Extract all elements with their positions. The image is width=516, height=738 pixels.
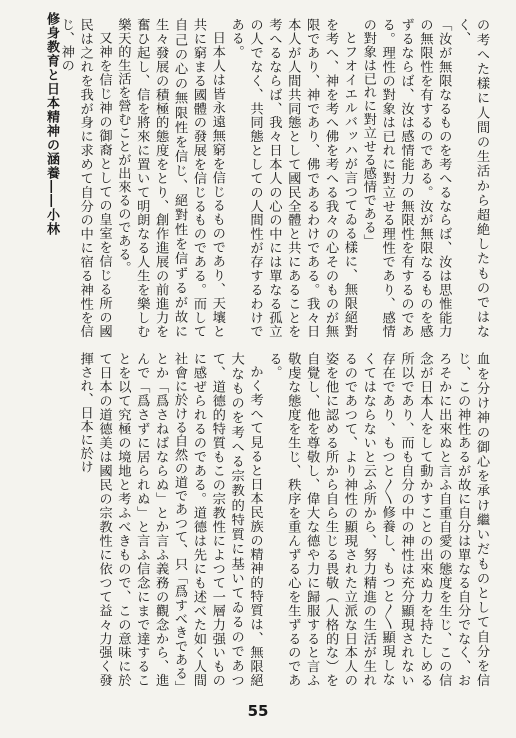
page-number: 55 <box>247 702 269 720</box>
lower-text-block <box>25 352 490 687</box>
paragraph: とフオイエルバッハが言つてゐる樣に、無限絕對を考へ、神を考へ佛を考へる我々の心そのものが無限であり、神であり、佛であるわけである。我々日本人が人間共同態として國民全體と共にあることを考へるならば、我々日本人の心の中には單なる孤立の人でなく、共同態としての人間性が存するわけである。 <box>228 18 357 338</box>
running-header: 修身教育と日本精神の涵養――小林 <box>44 12 59 236</box>
paragraph: 日本人は皆永遠無窮を信じるものであり、天壤と共に窮まる國體の發展を信じるものである。而して自己の心の無限性を信じ、絕對性を信ずるが故に生々發展の積極的態度をとり、創作進展の前進力を奮ひ起し、信を將來に置いて明朗なる人生を樂しむ樂天的生活を營むことが出來るのである。 <box>115 18 225 338</box>
paragraph: 又神を信じ神の御裔としての皇室を信じる所の國民は之れを我が身に求めて自分の中に宿る神性を信じ、神の <box>58 18 112 338</box>
paragraph-continuation: の考へた樣に人間の生活から超絶したものではなく、 <box>455 18 489 338</box>
paragraph-continuation: 血を分け神の御心を承け繼いだものとして自分を信じ、この神性あるが故に自分は單なる自分でなく、おろそかに出來ぬと言ふ自重自愛の態度を生じ、この信念が日本人をして動かすことの出來ぬ力を持たしめる所以であり、而も自分の中の神性は充分顯現されない存在であり、もつと〳〵修養し、もつと〳〵顯現しなくてはならないと云ふ所から、努力精進の生活が生れるのであつて、より神性の顯現された立派な日本人の姿を他に認める所から自ら生じる畏敬（人格的な）を自覺し、他を尊敬し、偉大な德や力に歸服すると言ふ敬虔な態度を生じ、秩序を重んずる心を生ずるのである。 <box>266 352 489 687</box>
paragraph: かく考へて見ると日本民族の精神的特質は、無限絕大なものを考へる宗教的特質に基いてゐるのであつて、道德的特質もこの宗教性によつて一層力强いものに感ぜられるのである。道德は先にも述べた如く人間社會に於ける自然の道であつて、只「爲すべきである」とか「爲さねばならぬ」とか言ふ義務の觀念から、進んで「爲さずに居られぬ」と言ふ信念にまで達することを以て究極の境地と考ふべきもので、この意味に於て日本の道德美は國民の宗教性に依つて益々力强く發揮され、日本に於け <box>77 352 263 687</box>
upper-text-block <box>58 18 490 338</box>
quotation-paragraph: 「汝が無限なるものを考へるならば、汝は思惟能力の無限性を有するのである。汝が無限なるものを感ずるならば、汝は感情能力の無限性を有するのである。理性の對象は已れに對立せる理性であり、感情の對象は已れに對立せる感情である」 <box>360 18 452 338</box>
